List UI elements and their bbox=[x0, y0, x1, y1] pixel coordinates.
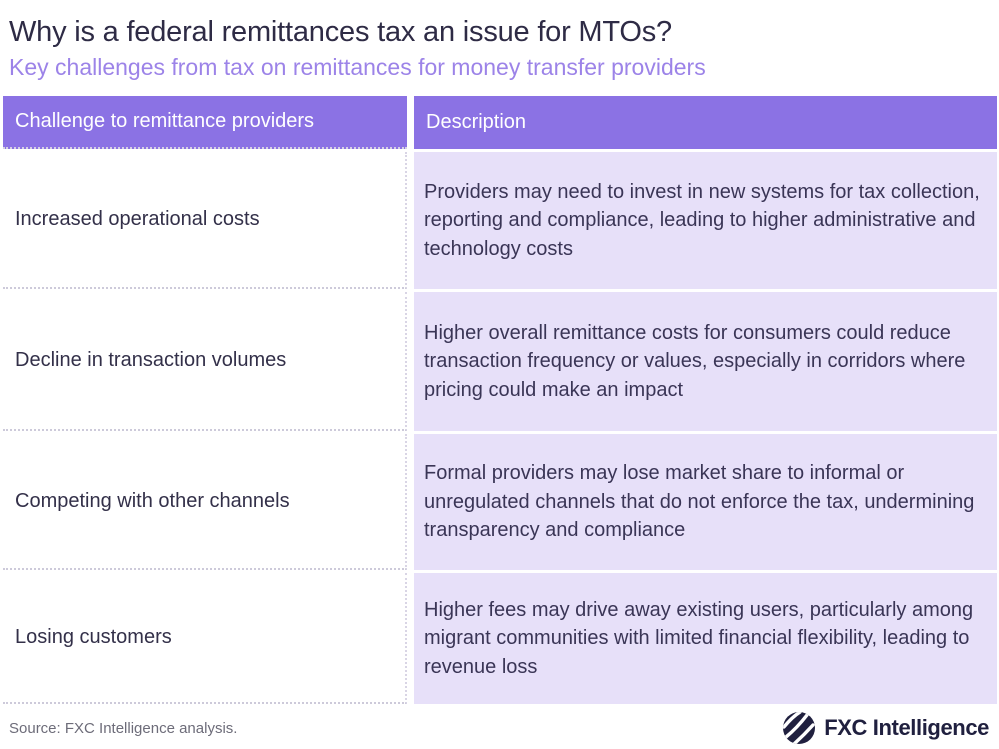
infographic-page bbox=[0, 16, 999, 749]
footer bbox=[0, 704, 999, 745]
logo-text: FXC Intelligence bbox=[824, 715, 989, 740]
column-header-challenge: Challenge to remittance providers bbox=[3, 96, 407, 149]
table-row-description: Formal providers may lose market share to informal or unregulated channels that do not enforce the tax, undermining transparency and compliance bbox=[414, 434, 997, 570]
table-row-challenge: Decline in transaction volumes bbox=[3, 292, 407, 431]
source-note: Source: FXC Intelligence analysis. bbox=[9, 719, 238, 737]
table-row-description: Providers may need to invest in new systems for tax collection, reporting and compliance, leading to higher administrative and technology costs bbox=[414, 152, 997, 289]
column-header-description: Description bbox=[414, 96, 997, 149]
challenges-table bbox=[3, 96, 997, 704]
table-row-challenge: Increased operational costs bbox=[3, 152, 407, 289]
table-row-description: Higher fees may drive away existing users, particularly among migrant communities with limited financial flexibility, leading to revenue loss bbox=[414, 573, 997, 704]
page-title: Why is a federal remittances tax an issue for MTOs? bbox=[9, 16, 672, 48]
table-row-challenge: Losing customers bbox=[3, 573, 407, 704]
table-row-description: Higher overall remittance costs for consumers could reduce transaction frequency or values, especially in corridors where pricing could make an impact bbox=[414, 292, 997, 431]
fxc-globe-icon bbox=[782, 711, 816, 745]
page-subtitle: Key challenges from tax on remittances for money transfer providers bbox=[9, 54, 706, 80]
table-row-challenge: Competing with other channels bbox=[3, 434, 407, 570]
fxc-intelligence-logo bbox=[782, 711, 989, 745]
